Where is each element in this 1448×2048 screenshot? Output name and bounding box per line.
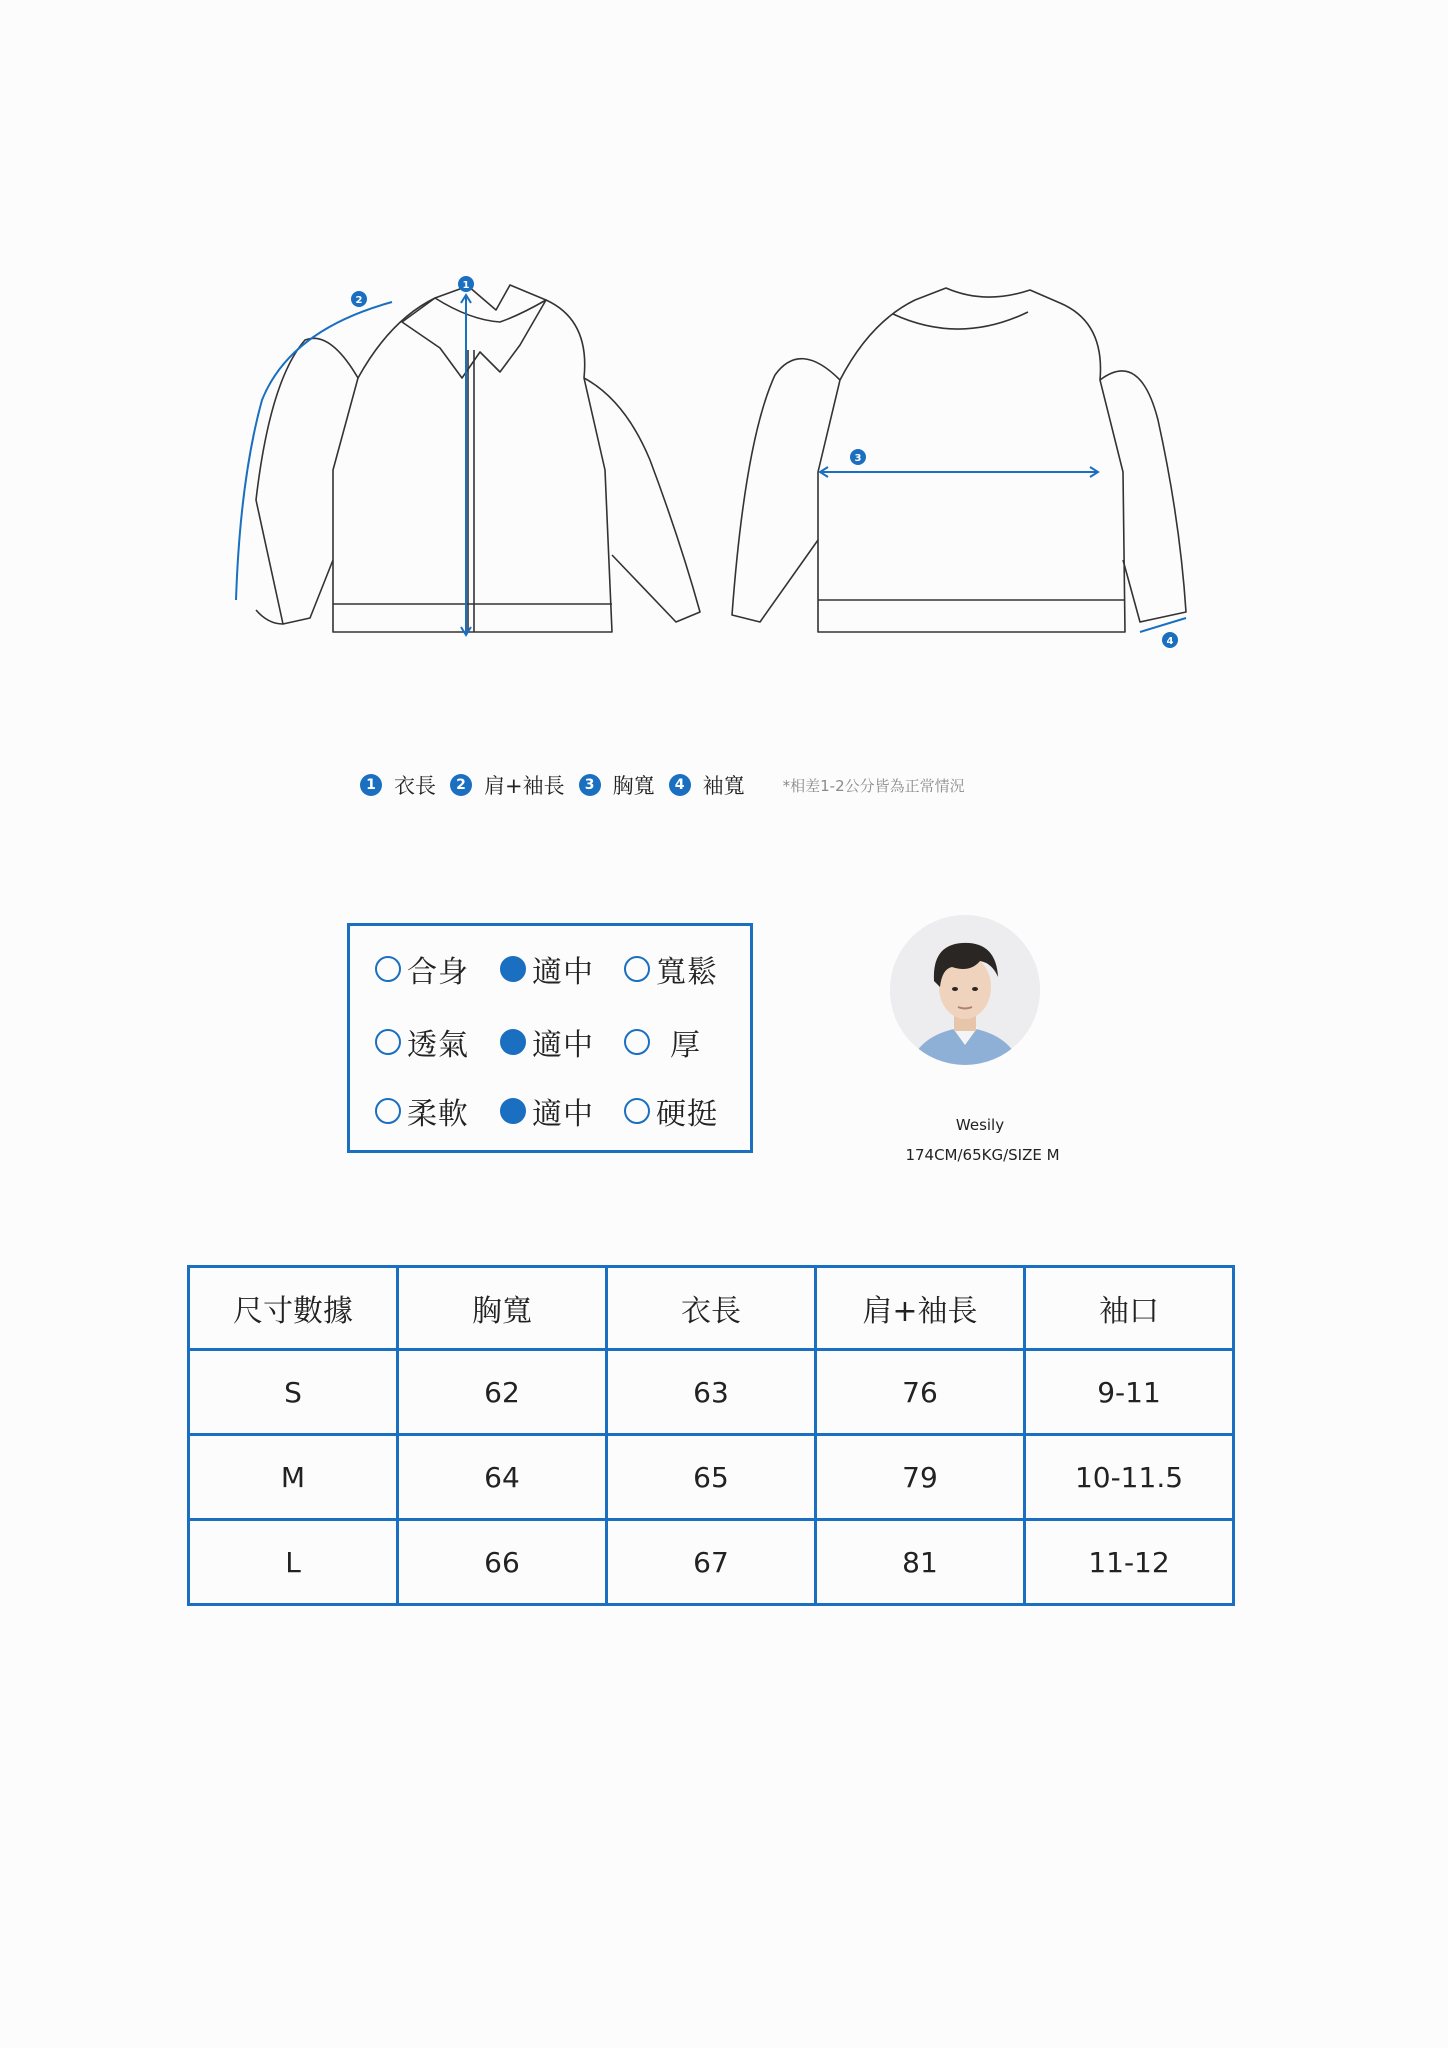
column-header: 衣長	[607, 1267, 816, 1350]
table-header-row	[189, 1267, 1234, 1350]
fit-option-label: 合身	[407, 955, 469, 990]
table-cell: 76	[816, 1350, 1025, 1435]
shoulder-sleeve-line	[236, 302, 392, 600]
marker-1-icon	[458, 276, 474, 292]
table-cell: S	[189, 1350, 398, 1435]
svg-text:4: 4	[1166, 636, 1174, 647]
table-cell: 66	[398, 1520, 607, 1605]
legend-item-shoulder-sleeve	[450, 770, 565, 800]
legend-item-length	[360, 770, 436, 800]
garment-diagram	[0, 0, 1448, 700]
table-cell: 79	[816, 1435, 1025, 1520]
radio-empty-icon	[624, 1029, 650, 1055]
fit-row	[350, 1091, 750, 1131]
table-cell: 67	[607, 1520, 816, 1605]
fit-row	[350, 949, 750, 989]
table-row	[189, 1350, 1234, 1435]
column-header: 袖口	[1025, 1267, 1234, 1350]
radio-empty-icon	[375, 1029, 401, 1055]
table-cell: 62	[398, 1350, 607, 1435]
table-cell: L	[189, 1520, 398, 1605]
fit-option-label: 適中	[532, 955, 594, 990]
fit-option	[624, 949, 718, 989]
table-cell: M	[189, 1435, 398, 1520]
fit-option-label: 厚	[670, 1028, 701, 1063]
model-stats: 174CM/65KG/SIZE M	[905, 1146, 1060, 1164]
fit-option	[624, 1022, 701, 1062]
table-cell: 11-12	[1025, 1520, 1234, 1605]
fit-rating-panel	[347, 923, 753, 1153]
legend-label: 肩+袖長	[484, 774, 565, 798]
fit-option-label: 適中	[532, 1097, 594, 1132]
legend-number-1-icon: 1	[360, 774, 382, 796]
fit-option-label: 寬鬆	[656, 955, 718, 990]
fit-option-selected	[500, 949, 594, 989]
fit-option-label: 硬挺	[656, 1097, 718, 1132]
marker-4-icon	[1162, 632, 1178, 648]
model-avatar	[890, 915, 1040, 1065]
fit-option-selected	[500, 1091, 594, 1131]
table-row	[189, 1520, 1234, 1605]
table-cell: 63	[607, 1350, 816, 1435]
column-header: 胸寬	[398, 1267, 607, 1350]
marker-3-icon	[850, 449, 866, 465]
table-cell: 10-11.5	[1025, 1435, 1234, 1520]
legend-label: 衣長	[394, 774, 436, 798]
radio-empty-icon	[375, 1098, 401, 1124]
tolerance-note: *相差1-2公分皆為正常情況	[782, 776, 965, 795]
radio-empty-icon	[375, 956, 401, 982]
size-table	[187, 1265, 1235, 1606]
model-portrait-icon	[890, 915, 1040, 1065]
fit-option-label: 柔軟	[407, 1097, 469, 1132]
legend-number-2-icon: 2	[450, 774, 472, 796]
measurement-legend	[360, 770, 965, 800]
legend-number-3-icon: 3	[579, 774, 601, 796]
radio-empty-icon	[624, 1098, 650, 1124]
fit-option	[375, 1091, 469, 1131]
fit-option	[375, 1022, 469, 1062]
radio-filled-icon	[500, 1029, 526, 1055]
radio-filled-icon	[500, 956, 526, 982]
column-header: 尺寸數據	[189, 1267, 398, 1350]
table-cell: 9-11	[1025, 1350, 1234, 1435]
fit-option-label: 透氣	[407, 1028, 469, 1063]
fit-option	[375, 949, 469, 989]
radio-filled-icon	[500, 1098, 526, 1124]
marker-2-icon	[351, 291, 367, 307]
fit-row	[350, 1022, 750, 1062]
legend-item-sleeve-width	[669, 770, 745, 800]
svg-text:3: 3	[854, 453, 862, 464]
fit-option-selected	[500, 1022, 594, 1062]
legend-label: 袖寬	[702, 774, 745, 798]
fit-option-label: 適中	[532, 1028, 594, 1063]
legend-item-chest	[579, 770, 655, 800]
column-header: 肩+袖長	[816, 1267, 1025, 1350]
legend-label: 胸寬	[612, 774, 655, 798]
table-cell: 64	[398, 1435, 607, 1520]
legend-number-4-icon: 4	[669, 774, 691, 796]
fit-option	[624, 1091, 718, 1131]
jacket-front	[256, 285, 700, 632]
table-row	[189, 1435, 1234, 1520]
model-name: Wesily	[955, 1116, 1005, 1134]
radio-empty-icon	[624, 956, 650, 982]
jacket-back	[732, 288, 1186, 632]
table-cell: 81	[816, 1520, 1025, 1605]
table-cell: 65	[607, 1435, 816, 1520]
svg-text:2: 2	[355, 295, 363, 306]
svg-text:1: 1	[462, 280, 470, 291]
